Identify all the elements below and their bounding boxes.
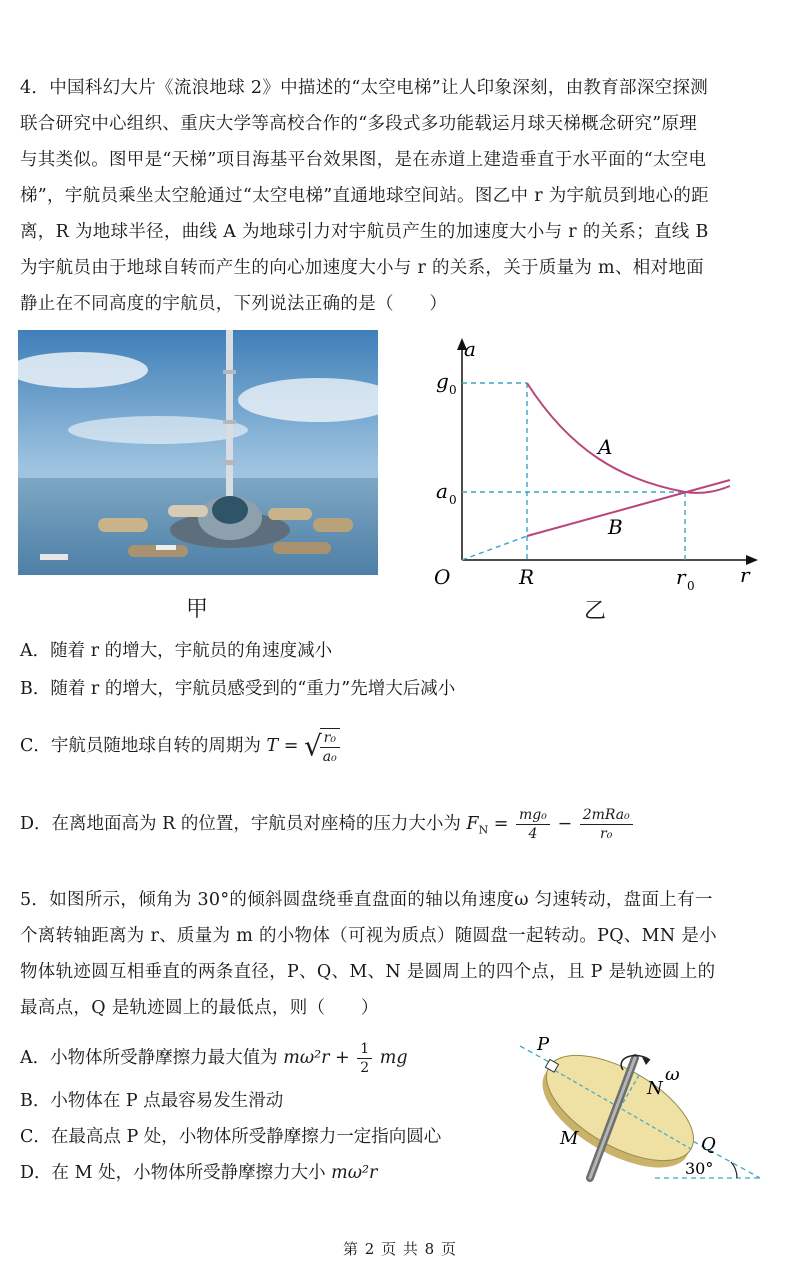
curve-A-label: A bbox=[598, 435, 613, 459]
q4-option-A: A．随着 r 的增大，宇航员的角速度减小 bbox=[20, 641, 333, 661]
q4-option-D-f2-den: r₀ bbox=[600, 826, 613, 842]
line-B-label: B bbox=[608, 515, 623, 539]
fig-jia-platform-image bbox=[18, 330, 378, 575]
q4-option-D-f2-num: 2mRa₀ bbox=[580, 806, 633, 825]
q4-line-3: 与其类似。图甲是“天梯”项目海基平台效果图，是在赤道上建造垂直于水平面的“太空电 bbox=[20, 150, 707, 170]
dash-origin-B bbox=[462, 536, 527, 560]
label-P: P bbox=[537, 1034, 550, 1055]
q5-option-A-t2: mg bbox=[379, 1048, 408, 1068]
q4-option-C-num: r₀ bbox=[320, 729, 340, 748]
origin-label: O bbox=[434, 565, 451, 589]
q5-option-D-text: D．在 M 处，小物体所受静摩擦力大小 bbox=[20, 1163, 326, 1183]
label-omega: ω bbox=[665, 1064, 680, 1085]
q4-option-D-eq: = bbox=[488, 814, 509, 834]
q4-option-C-den: a₀ bbox=[322, 748, 337, 765]
r0-tick-label: r bbox=[676, 565, 686, 589]
a0-label: a bbox=[436, 479, 448, 503]
label-N: N bbox=[647, 1078, 663, 1099]
q4-option-D-f1-den: 4 bbox=[528, 826, 538, 842]
x-axis-label: r bbox=[740, 563, 750, 587]
fig-jia-caption: 甲 bbox=[186, 597, 209, 622]
R-tick-label: R bbox=[519, 565, 535, 589]
q4-line-4: 梯”，宇航员乘坐太空舱通过“太空电梯”直通地球空间站。图乙中 r 为宇航员到地心的距 bbox=[20, 186, 709, 206]
graph-dash-lines bbox=[462, 383, 685, 560]
q4-line-7: 静止在不同高度的宇航员，下列说法正确的是（ ） bbox=[20, 294, 448, 314]
q5-option-A bbox=[20, 1038, 408, 1078]
curve-A bbox=[527, 383, 730, 493]
q5-line-3: 物体轨迹圆互相垂直的两条直径，P、Q、M、N 是圆周上的四个点，且 P 是轨迹圆上的 bbox=[20, 962, 716, 982]
a0-subscript: 0 bbox=[449, 493, 457, 507]
g0-label: g bbox=[436, 369, 449, 393]
sqrt-icon: √ bbox=[303, 729, 322, 763]
q5-option-D-formula: mω²r bbox=[331, 1163, 378, 1183]
q4-option-C-text: C．宇航员随地球自转的周期为 bbox=[20, 736, 261, 756]
q5-line-2: 个离转轴距离为 r、质量为 m 的小物体（可视为质点）随圆盘一起转动。PQ、MN 是小 bbox=[20, 926, 717, 946]
g0-subscript: 0 bbox=[449, 383, 457, 397]
q4-option-C-fraction bbox=[320, 728, 340, 766]
q4-option-D-lhs-sub: N bbox=[478, 823, 489, 837]
q5-option-B: B．小物体在 P 点最容易发生滑动 bbox=[20, 1091, 284, 1111]
q4-option-D bbox=[20, 804, 635, 851]
q5-option-C: C．在最高点 P 处，小物体所受静摩擦力一定指向圆心 bbox=[20, 1127, 442, 1147]
label-M: M bbox=[560, 1128, 579, 1149]
q5-line-1: 5．如图所示，倾角为 30°的倾斜圆盘绕垂直盘面的轴以角速度ω 匀速转动，盘面上有一 bbox=[20, 890, 713, 910]
q4-option-C bbox=[20, 726, 342, 767]
q5-option-A-num: 1 bbox=[357, 1040, 372, 1059]
q4-option-C-lhs: T = bbox=[266, 736, 299, 756]
q5-option-A-text: A．小物体所受静摩擦力最大值为 bbox=[20, 1048, 278, 1068]
q5-option-A-t1: mω²r + bbox=[283, 1048, 350, 1068]
line-B bbox=[527, 480, 730, 536]
q4-option-D-text: D．在离地面高为 R 的位置，宇航员对座椅的压力大小为 bbox=[20, 814, 461, 834]
q4-line-1: 4．中国科幻大片《流浪地球 2》中描述的“太空电梯”让人印象深刻，由教育部深空探测 bbox=[20, 78, 709, 98]
q4-option-D-fraction-2 bbox=[580, 806, 633, 843]
q4-option-B: B．随着 r 的增大，宇航员感受到的“重力”先增大后减小 bbox=[20, 679, 456, 699]
q5-line-4: 最高点，Q 是轨迹圆上的最低点，则（ ） bbox=[20, 998, 379, 1018]
label-Q: Q bbox=[701, 1134, 716, 1155]
fig-yi-caption: 乙 bbox=[584, 599, 607, 624]
fig-q5-disk bbox=[505, 1028, 780, 1190]
q4-option-D-f1-num: mg₀ bbox=[516, 806, 550, 825]
label-angle: 30° bbox=[685, 1159, 714, 1178]
q4-option-D-lhs: F bbox=[466, 814, 479, 834]
page-footer: 第 2 页 共 8 页 bbox=[343, 1240, 457, 1258]
q5-option-A-den: 2 bbox=[360, 1060, 370, 1076]
q5-option-D bbox=[20, 1158, 377, 1188]
q5-option-A-fraction bbox=[357, 1040, 372, 1077]
y-axis-label: a bbox=[464, 337, 476, 361]
q4-line-2: 联合研究中心组织、重庆大学等高校合作的“多段式多功能载运月球天梯概念研究”原理 bbox=[20, 114, 698, 134]
q4-option-D-minus: − bbox=[557, 814, 573, 834]
r0-subscript: 0 bbox=[687, 579, 695, 593]
q4-line-6: 为宇航员由于地球自转而产生的向心加速度大小与 r 的关系，关于质量为 m、相对地面 bbox=[20, 258, 704, 278]
q4-stem bbox=[20, 70, 780, 322]
fig-yi-graph bbox=[420, 330, 780, 600]
q4-option-D-fraction-1 bbox=[516, 806, 550, 843]
q4-line-5: 离，R 为地球半径，曲线 A 为地球引力对宇航员产生的加速度大小与 r 的关系；直线 B bbox=[20, 222, 709, 242]
q5-stem bbox=[20, 882, 780, 1026]
